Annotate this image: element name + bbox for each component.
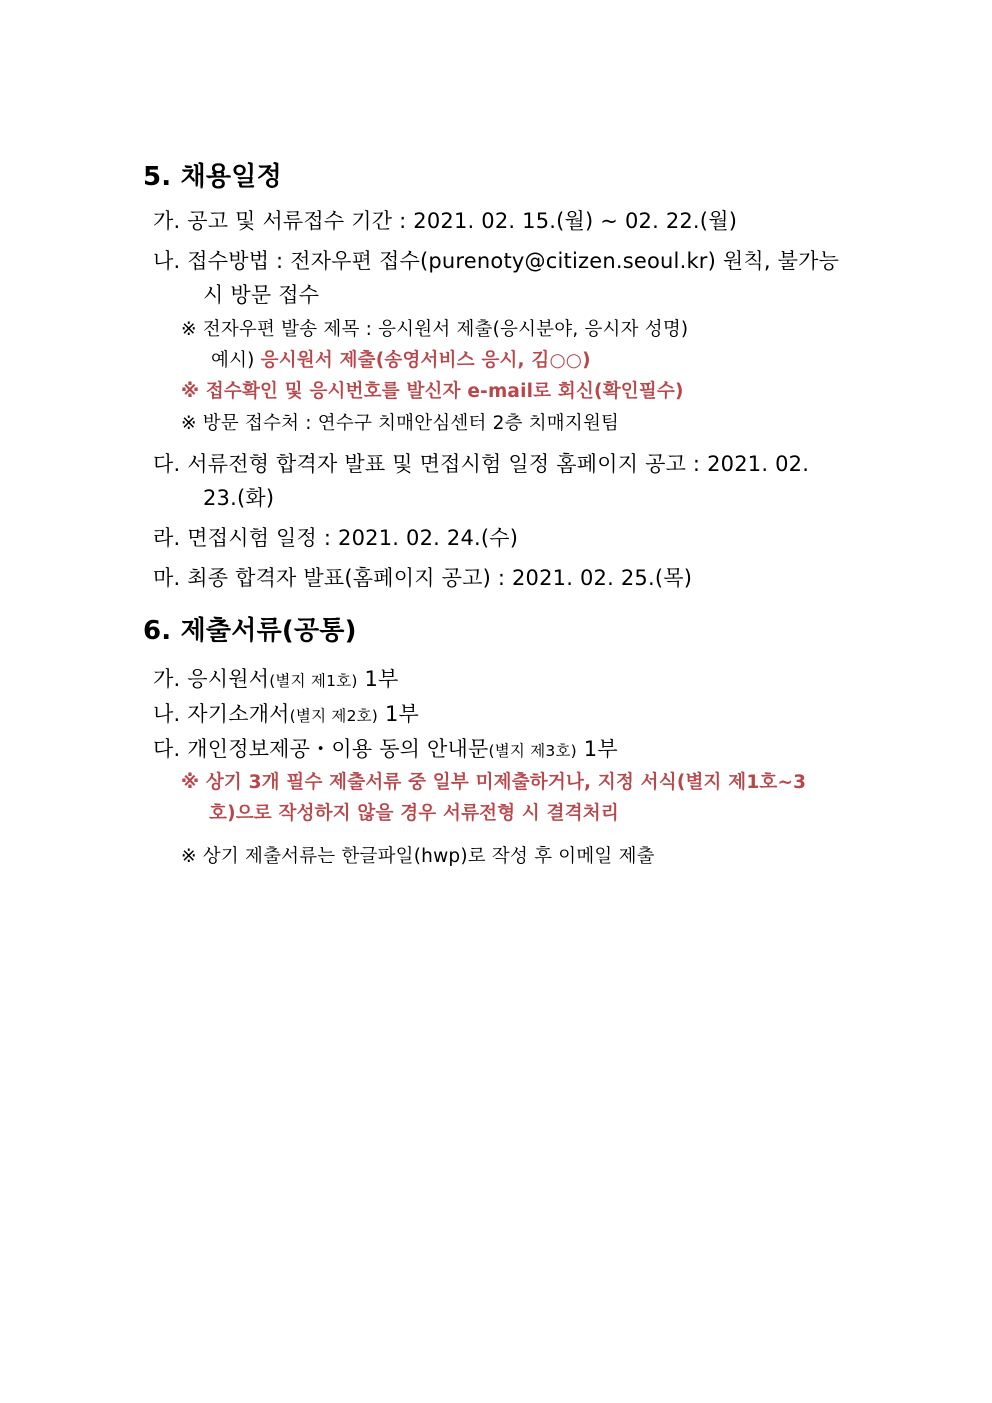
section6-item-c — [153, 734, 618, 766]
section5-item-c-line2: 23.(화) — [203, 486, 275, 510]
section5-item-d: 라. 면접시험 일정 : 2021. 02. 24.(수) — [153, 526, 519, 550]
section5-note3: ※ 방문 접수처 : 연수구 치매안심센터 2층 치매지원팀 — [181, 413, 620, 434]
section5-note1-line1: ※ 전자우편 발송 제목 : 응시원서 제출(응시분야, 응시자 성명) — [181, 319, 689, 340]
section5-item-a: 가. 공고 및 서류접수 기간 : 2021. 02. 15.(월) ~ 02. 22.(월) — [153, 209, 738, 233]
item-c-label: 다. 개인정보제공・이용 동의 안내문 — [153, 737, 489, 761]
item-a-label: 가. 응시원서 — [153, 667, 270, 691]
section6-note: ※ 상기 제출서류는 한글파일(hwp)로 작성 후 이메일 제출 — [181, 846, 655, 867]
section5-item-c-line1: 다. 서류전형 합격자 발표 및 면접시험 일정 홈페이지 공고 : 2021. 02. — [153, 452, 810, 476]
item-c-count: 1부 — [583, 737, 618, 761]
item-b-form-ref: (별지 제2호) — [289, 707, 379, 725]
section6-item-a — [153, 664, 399, 696]
item-c-form-ref: (별지 제3호) — [488, 742, 577, 760]
section6-warning-line1: ※ 상기 3개 필수 제출서류 중 일부 미제출하거나, 지정 서식(별지 제1호~3 — [181, 772, 807, 793]
section6-item-b — [153, 699, 419, 731]
item-b-label: 나. 자기소개서 — [153, 702, 290, 726]
note1-example: 응시원서 제출(송영서비스 응시, 김○○) — [260, 350, 591, 371]
item-b-count: 1부 — [384, 702, 419, 726]
section5-note1-line2 — [211, 347, 591, 375]
section5-item-b-line1: 나. 접수방법 : 전자우편 접수(purenoty@citizen.seoul.kr) 원칙, 불가능 — [153, 249, 840, 273]
section5-note2: ※ 접수확인 및 응시번호를 발신자 e-mail로 회신(확인필수) — [181, 381, 684, 402]
item-a-count: 1부 — [364, 667, 399, 691]
section6-title: 6. 제출서류(공통) — [143, 616, 357, 646]
section5-item-b-line2: 시 방문 접수 — [203, 283, 320, 307]
section5-item-e: 마. 최종 합격자 발표(홈페이지 공고) : 2021. 02. 25.(목) — [153, 566, 693, 590]
section6-warning-line2: 호)으로 작성하지 않을 경우 서류전형 시 결격처리 — [209, 803, 619, 824]
section5-title: 5. 채용일정 — [143, 162, 282, 192]
item-a-form-ref: (별지 제1호) — [269, 672, 358, 690]
note1-prefix: 예시) — [211, 350, 255, 371]
